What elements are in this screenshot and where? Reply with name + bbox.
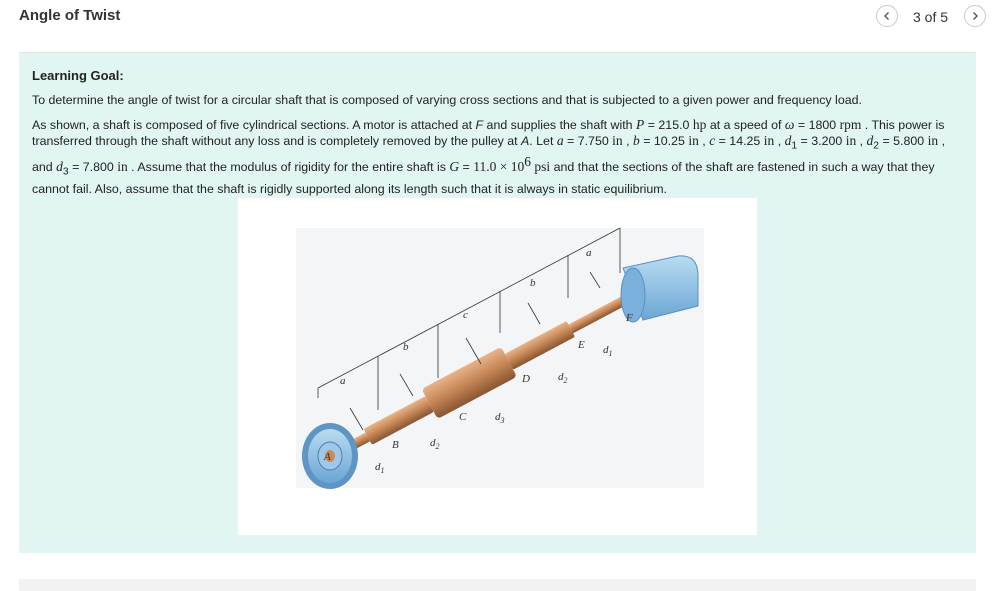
learning-goal-label: Learning Goal: [32, 68, 124, 83]
label-a1: a [340, 375, 346, 387]
chevron-right-icon [970, 11, 980, 21]
label-d3: $d_3$ [495, 411, 505, 425]
label-a2: a [586, 247, 592, 259]
previous-button[interactable] [876, 5, 898, 27]
learning-goal-text: To determine the angle of twist for a circular shaft that is composed of varying cross sections and that is subjected to a given power and frequency load. [32, 93, 862, 107]
label-d1-right: $d_1$ [603, 344, 613, 358]
label-B: B [392, 439, 399, 451]
chevron-left-icon [882, 11, 892, 21]
page-counter: 3 of 5 [913, 9, 949, 25]
label-c: c [463, 309, 468, 321]
problem-statement: As shown, a shaft is composed of five cylindrical sections. A motor is attached at F and supplies the shaft with P = 215.0 hp at a speed of ω = 1800 rpm . This power is transferred through the shaft without any loss and is completely removed by the pulley at A. Let a = 7.750 in , b = 10.25 in , c = 14.25 in , $d_1 = 3.200$ in , $d_2 = 5.800$ in , and $d_3 = 7.800$ in . Assume that the modulus of rigidity for the entire shaft is $G = 11.0 \times 10^6$ psi and that the sections of the shaft are fastened in such a way that they cannot fail. Also, assume that the shaft is rigidly supported along its length such that it is always in static equilibrium. [32, 117, 946, 197]
label-A: A [324, 451, 331, 463]
label-d2-right: $d_2$ [558, 371, 568, 385]
label-C: C [459, 411, 467, 423]
next-section-bar [19, 579, 976, 591]
shaft-figure [238, 198, 757, 535]
label-b2: b [530, 277, 536, 289]
label-D: D [522, 373, 530, 385]
next-button[interactable] [964, 5, 986, 27]
label-b1: b [403, 341, 409, 353]
page-title: Angle of Twist [19, 7, 121, 24]
shaft-diagram [238, 198, 757, 535]
label-E: E [578, 339, 585, 351]
label-d1-left: $d_1$ [375, 461, 385, 475]
problem-panel [19, 53, 976, 553]
header-bar [0, 0, 999, 50]
label-F: F [626, 312, 633, 324]
label-d2-left: $d_2$ [430, 437, 440, 451]
